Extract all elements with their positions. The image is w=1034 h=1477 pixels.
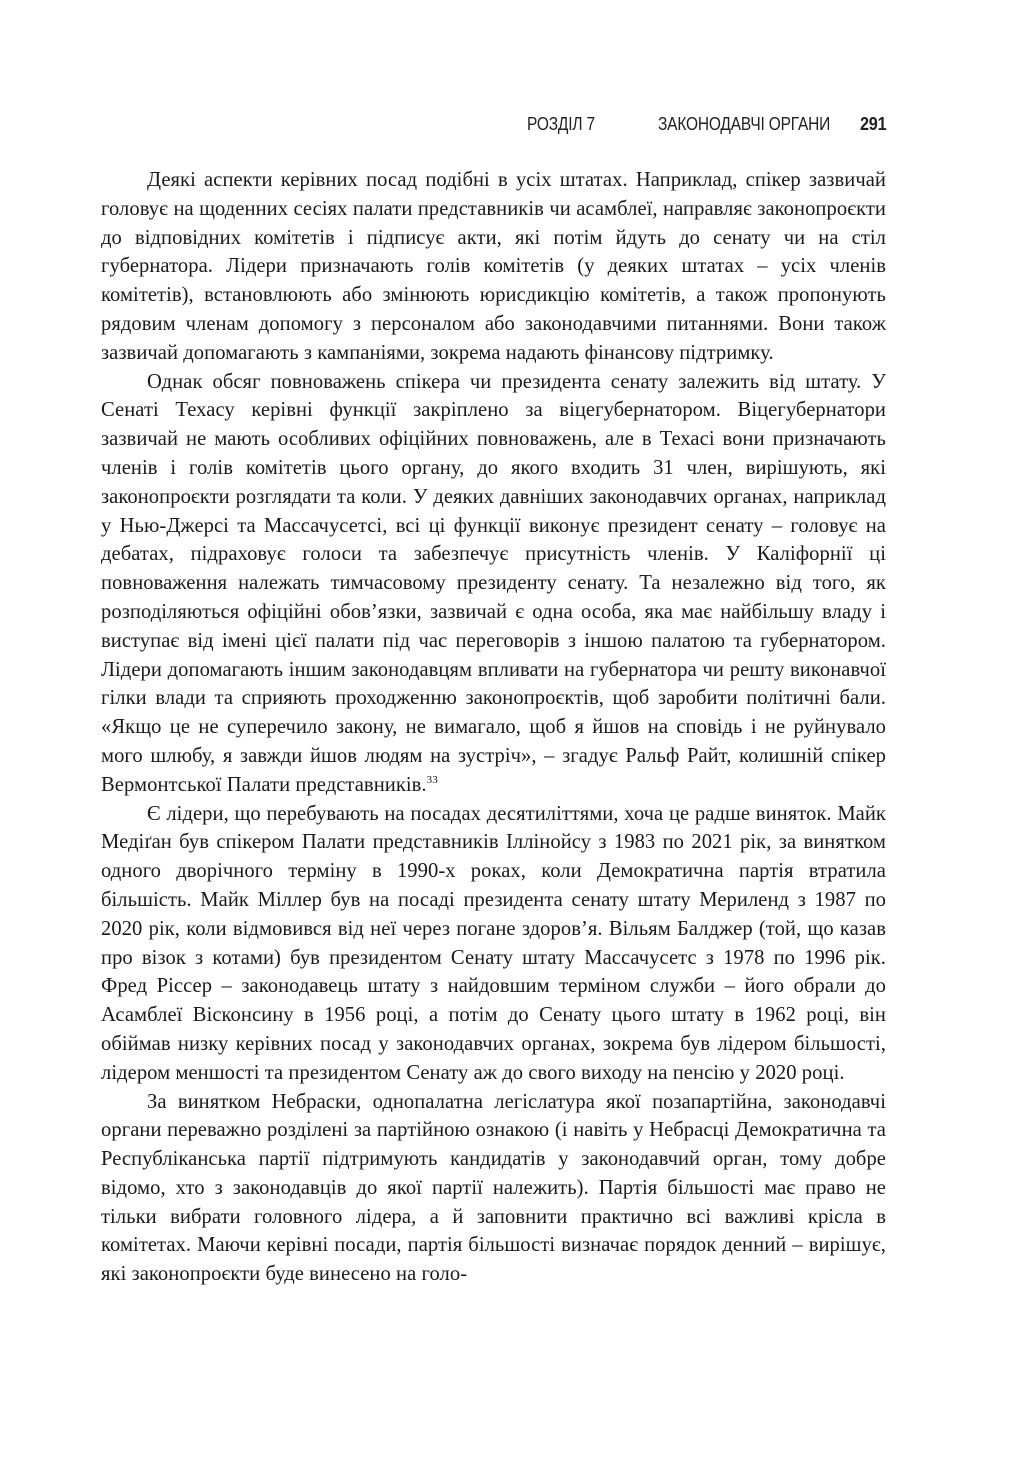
paragraph-text: За винятком Небраски, однопалатна легіслатура якої позапартійна, законодавчі органи переважно розділені за партійною ознакою (і навіть у Небрасці Демократична та Республіканська партії підтримують кандидатів у законодавчий орган, тому добре відомо, хто з законодавців до якої партії належить). Партія більшості має право не тільки вибрати головного лідера, а й заповнити практично всі важливі крісла в комітетах. Маючи керівні посади, партія більшості визначає порядок денний – вирішує, які законопроєкти буде винесено на голо- bbox=[101, 1090, 886, 1286]
paragraph bbox=[101, 368, 886, 800]
chapter-label: РОЗДІЛ 7 bbox=[527, 114, 595, 134]
paragraph-text: Однак обсяг повноважень спікера чи президента сенату залежить від штату. У Сенаті Техасу керівні функції закріплено за віцегубернатором. Віцегубернатори зазвичай не мають особливих офіційних повноважень, але в Техасі вони призначають членів і голів комітетів цього органу, до якого входить 31 член, вирішують, які законопроєкти розглядати та коли. У деяких давніших законодавчих органах, наприклад у Нью-Джерсі та Массачусетсі, всі ці функції виконує президент сенату – головує на дебатах, підраховує голоси та забезпечує присутність членів. У Каліфорнії ці повноваження належать тимчасовому президенту сенату. Та незалежно від того, як розподіляються офіційні обов’язки, зазвичай є одна особа, яка має найбільшу владу і виступає від імені цієї палати під час переговорів з іншою палатою та губернатором. Лідери допомагають іншим законодавцям впливати на губернатора чи решту виконавчої гілки влади та сприяють проходженню законопроєктів, щоб заробити політичні бали. «Якщо це не суперечило закону, не вимагало, щоб я йшов на сповідь і не руйнувало мого шлюбу, я завжди йшов людям на зустріч», – згадує Ральф Райт, колишній спікер Вермонтської Палати представників. bbox=[101, 370, 886, 796]
body-text bbox=[101, 166, 886, 1289]
paragraph-text: Є лідери, що перебувають на посадах десятиліттями, хоча це радше виняток. Майк Медіґан був спікером Палати представників Іллінойсу з 1983 по 2021 рік, за винятком одного дворічного терміну в 1990-х роках, коли Демократична партія втратила більшість. Майк Міллер був на посаді президента сенату штату Мериленд з 1987 по 2020 рік, коли відмовився від неї через погане здоров’я. Вільям Балджер (той, що казав про візок з котами) був президентом Сенату штату Массачусетс з 1978 по 1996 рік. Фред Ріссер – законодавець штату з найдовшим терміном служби – його обрали до Асамблеї Вісконсину в 1956 році, а потім до Сенату цього штату в 1962 році, він обіймав низку керівних посад у законодавчих органах, зокрема був лідером більшості, лідером меншості та президентом Сенату аж до свого виходу на пенсію у 2020 році. bbox=[101, 802, 886, 1084]
paragraph bbox=[101, 800, 886, 1088]
running-header bbox=[516, 114, 886, 135]
paragraph-text: Деякі аспекти керівних посад подібні в усіх штатах. Наприклад, спікер зазвичай головує на щоденних сесіях палати представників чи асамблеї, направляє законопроєкти до відповідних комітетів і підписує акти, які потім йдуть до сенату чи на стіл губернатора. Лідери призначають голів комітетів (у деяких штатах – усіх членів комітетів), встановлюють або змінюють юрисдикцію комітетів, а також пропонують рядовим членам допомогу з персоналом або законодавчими питаннями. Вони також зазвичай допомагають з кампаніями, зокрема надають фінансову підтримку. bbox=[101, 169, 886, 364]
page-number: 291 bbox=[859, 114, 886, 134]
paragraph bbox=[101, 166, 886, 368]
paragraph bbox=[101, 1088, 886, 1290]
footnote-marker: 33 bbox=[426, 773, 438, 786]
section-title: ЗАКОНОДАВЧІ ОРГАНИ bbox=[657, 114, 830, 134]
